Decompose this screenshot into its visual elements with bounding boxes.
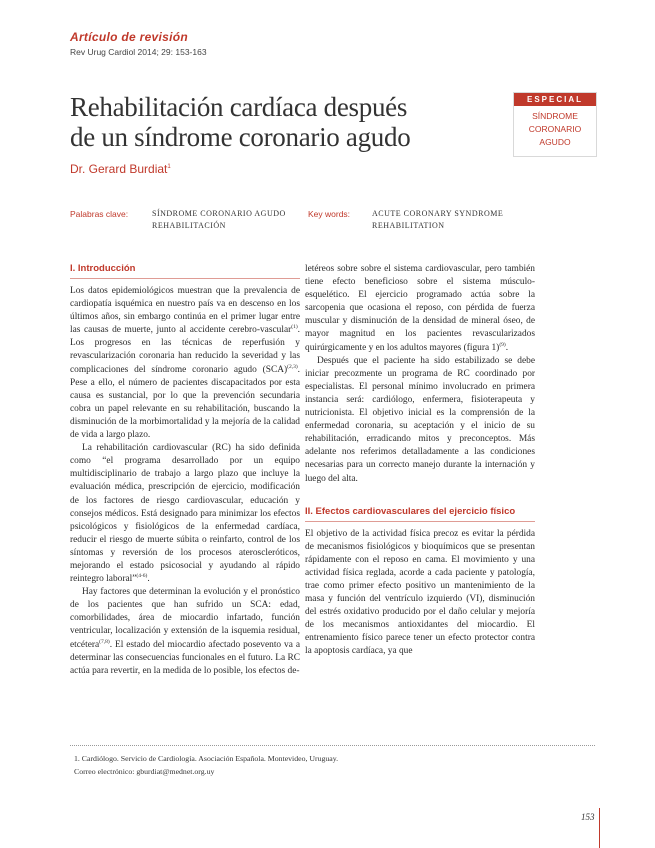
article-title [70, 92, 490, 152]
paragraph: La rehabilitación cardiovascular (RC) ha sido definida como “el programa desarrollado por un equipo multidisciplinario de trabajo a largo plazo que incluye la evaluación médica, prescripción de ejercicio, modificación de los factores de riesgo cardiovascular, educación y consejos médicos. Está designado para minimizar los efectos psicológicos y fisiológicos de la enfermedad cardíaca, reducir el riesgo de muerte súbita o reinfarto, control de los síntomas y reversión de los procesos ateroscleróticos, mejorando el estado psicosocial y ayudando al rápido reintegro laboral”$^{(4-6)}$. [70, 443, 300, 585]
special-badge [513, 92, 597, 157]
section-heading-intro: I. Introducción [70, 263, 136, 274]
keywords-es-label: Palabras clave: [70, 209, 129, 219]
footnote [74, 752, 338, 778]
page-edge-rule [599, 808, 600, 848]
article-type-label: Artículo de revisión [70, 30, 189, 44]
footnote-divider [70, 745, 595, 746]
paragraph: Después que el paciente ha sido estabilizado se debe iniciar precozmente un programa de RC coordinado por especialistas. El personal mínimo involucrado en primera instancia será: cardiólogo, enfermera, fisioterapeuta y nutricionista. El objetivo inicial es la comprensión de la enfermedad coronaria, su aceptación y el inicio de su rehabilitación, erradicando mitos y preconceptos. Más adelante nos referimos detalladamente a las condiciones necesarias para un correcto manejo durante la internación y luego del alta. [305, 355, 535, 484]
section-heading-effects: II. Efectos cardiovasculares del ejercicio físico [305, 505, 516, 517]
special-badge-line: CORONARIO [528, 124, 582, 134]
author-affiliation-mark: 1 [167, 164, 171, 170]
keyword: REHABILITACIÓN [152, 221, 226, 230]
keyword: REHABILITATION [372, 221, 445, 230]
special-badge-label: ESPECIAL [514, 93, 596, 106]
keyword: SÍNDROME CORONARIO AGUDO [152, 209, 286, 218]
author [70, 162, 171, 176]
section-rule [305, 521, 535, 522]
paragraph: Hay factores que determinan la evolución y el pronóstico de los pacientes que han sufrido un SCA: edad, comorbilidades, área de miocardio infartado, función ventricular, localización y extensión de la isquemia residual, etcétera$^{(7,8)}$. El estado del miocardio afectado posevento va a determinar las consecuencias funcionales en el futuro. La RC actúa para revertir, en la medida de lo posible, los efectos de- [70, 587, 300, 676]
paragraph: Los datos epidemiológicos muestran que la prevalencia de cardiopatía isquémica en nuestro país va en descenso en los últimos años, sin embargo continúa en el primer lugar entre las causas de muerte, junto al accidente cerebro-vascular$^{(1)}$. Los progresos en las técnicas de reperfusión y revascularización coronaria han reducido la severidad y las complicaciones del síndrome coronario agudo (SCA)$^{(2,3)}$. Pese a ello, el número de pacientes discapacitados por esta causa es sustancial, por lo que la prevención secundaria cobra un papel relevante en su rehabilitación, buscando la disminución de la morbimortalidad y la mejoría de la calidad de vida a largo plazo. [70, 286, 300, 441]
page-number: 153 [581, 812, 595, 822]
keyword: ACUTE CORONARY SYNDROME [372, 209, 504, 218]
author-name: Dr. Gerard Burdiat [70, 162, 168, 176]
paragraph: El objetivo de la actividad física precoz es evitar la pérdida de mecanismos fisiológicos y bioquímicos que se presentan rápidamente con el reposo en cama. El movimiento y una actividad física reglada, acorde a cada paciente y patología, trae como primer efecto positivo un mantenimiento de la masa y función del ventrículo izquierdo (VI), disminución del estrés oxidativo producido por el daño celular y mejoría de los mecanismos antioxidantes del miocardio. El entrenamiento físico parece tener un efecto protector contra la apoptosis cardíaca, ya que [305, 528, 535, 657]
journal-header [70, 30, 370, 57]
left-column [70, 263, 300, 678]
keywords-en-list [372, 208, 503, 232]
paragraph: letéreos sobre sobre el sistema cardiovascular, pero también tiene efecto beneficioso sobre el sistema músculo-esquelético. El ejercicio programado actúa sobre la sarcopenia que ocasiona el reposo, con pérdida de fuerza muscular y disminución de la densidad de mineral óseo, de mayor magnitud en los pacientes revascularizados quirúrgicamente y en los adultos mayores (figura 1)$^{(9)}$. [305, 264, 535, 353]
title-line-2: de un síndrome coronario agudo [70, 122, 411, 152]
title-line-1: Rehabilitación cardíaca después [70, 92, 408, 122]
footnote-affiliation: 1. Cardiólogo. Servicio de Cardiología. Asociación Española. Montevideo, Uruguay. [74, 754, 339, 763]
special-badge-line: SÍNDROME [532, 111, 578, 121]
special-badge-line: AGUDO [539, 137, 571, 147]
footnote-email: Correo electrónico: gburdiat@mednet.org.uy [74, 767, 215, 776]
right-column [305, 263, 535, 659]
section-rule [70, 278, 300, 279]
journal-citation: Rev Urug Cardiol 2014; 29: 153-163 [70, 47, 207, 57]
keywords-en-label: Key words: [308, 209, 351, 219]
keywords-es-list [152, 208, 286, 232]
